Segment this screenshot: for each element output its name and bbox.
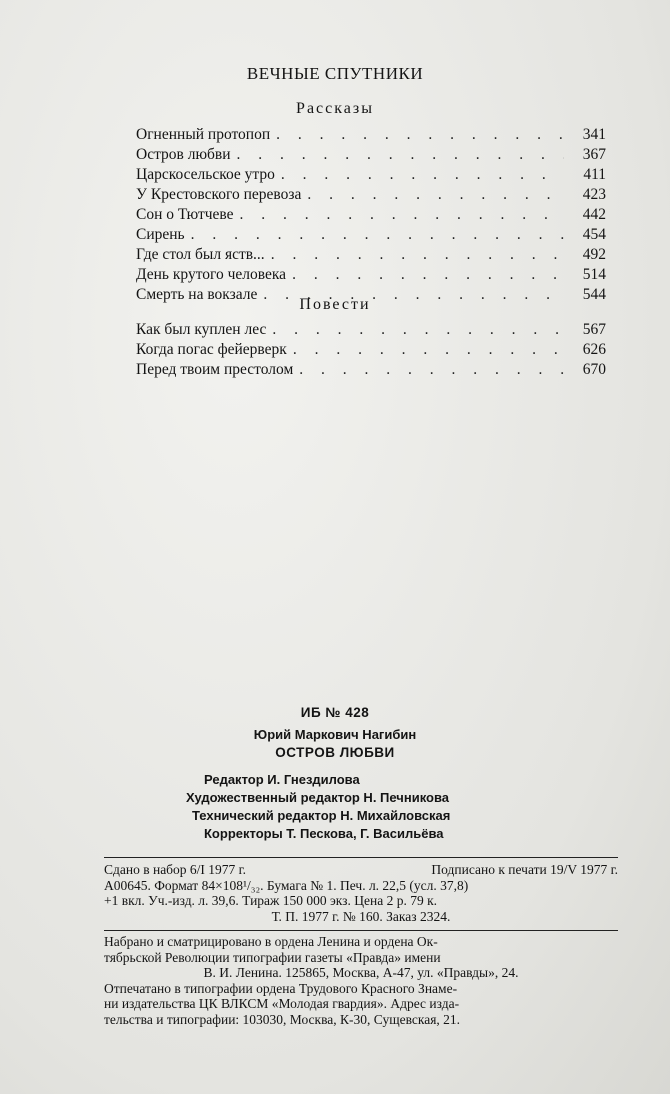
- toc-entry-title: Как был куплен лес: [136, 321, 267, 338]
- series-title: ВЕЧНЫЕ СПУТНИКИ: [246, 64, 424, 83]
- staff-line: Технический редактор Н. Михайловская: [192, 808, 451, 823]
- toc-entry-page: 454: [582, 226, 606, 243]
- printer-line: Отпечатано в типографии ордена Трудового Красного Знаме-: [104, 980, 458, 996]
- toc-entry-title: У Крестовского перевоза: [136, 186, 302, 203]
- toc-leader-dots: [281, 165, 564, 185]
- toc-entry-page: 423: [582, 186, 606, 203]
- toc-entry-title: Остров любви: [136, 146, 231, 163]
- toc-leader-dots: [271, 245, 564, 265]
- staff-credits: [186, 771, 606, 843]
- printer-line: В. И. Ленина. 125865, Москва, А-47, ул. «Правды», 24.: [203, 965, 519, 980]
- toc-entry-title: Смерть на вокзале: [136, 286, 258, 303]
- print-line: [104, 862, 618, 878]
- staff-line: Художественный редактор Н. Печникова: [186, 790, 450, 805]
- ib-number: ИБ № 428: [300, 705, 370, 720]
- toc-leader-dots: [191, 225, 564, 245]
- toc-entry-page: 367: [582, 146, 606, 163]
- toc-entry: [136, 225, 606, 245]
- toc-entry: [136, 145, 606, 165]
- toc-entry: [136, 205, 606, 225]
- print-line: [104, 878, 618, 894]
- book-title: ОСТРОВ ЛЮБВИ: [275, 745, 395, 760]
- printer-line: Набрано и сматрицировано в ордена Ленина и ордена Ок-: [104, 934, 438, 949]
- toc-entry-title: Огненный протопоп: [136, 126, 271, 143]
- author-name: Юрий Маркович Нагибин: [253, 727, 417, 742]
- toc-leader-dots: [292, 265, 564, 285]
- toc-entry: [136, 125, 606, 145]
- toc-novellas: [136, 320, 606, 380]
- printer-line: ни издательства ЦК ВЛКСМ «Молодая гвардия». Адрес изда-: [104, 996, 460, 1011]
- toc-entry-page: 567: [582, 321, 606, 338]
- toc-stories: [136, 125, 606, 305]
- toc-entry-title: День крутого человека: [136, 266, 287, 283]
- toc-entry-page: 341: [582, 126, 606, 143]
- toc-entry-title: Где стол был яств...: [136, 246, 265, 263]
- toc-entry-page: 442: [582, 206, 606, 223]
- toc-entry-title: Перед твоим престолом: [136, 361, 294, 378]
- toc-entry-page: 626: [582, 341, 606, 358]
- toc-entry-page: 492: [582, 246, 606, 263]
- section-heading-stories: Рассказы: [296, 100, 374, 117]
- toc-leader-dots: [299, 360, 564, 380]
- printer-line: тябрьской Революции типографии газеты «Правда» имени: [104, 949, 441, 965]
- divider-rule: [104, 857, 618, 858]
- divider-rule: [104, 930, 618, 931]
- toc-entry: [136, 185, 606, 205]
- toc-entry-page: 544: [582, 286, 606, 303]
- staff-line: Редактор И. Гнездилова: [204, 772, 360, 787]
- print-line: [104, 893, 618, 909]
- toc-leader-dots: [293, 340, 564, 360]
- toc-entry-page: 411: [583, 166, 606, 183]
- toc-leader-dots: [272, 320, 564, 340]
- print-line-text: Т. П. 1977 г. № 160. Заказ 2324.: [271, 908, 451, 924]
- print-line-right: Подписано к печати 19/V 1977 г.: [431, 862, 618, 877]
- toc-entry: [136, 245, 606, 265]
- toc-leader-dots: [240, 205, 564, 225]
- toc-leader-dots: [307, 185, 564, 205]
- toc-entry-page: 670: [582, 361, 606, 378]
- print-line-left: Сдано в набор 6/I 1977 г.: [104, 862, 247, 877]
- toc-entry: [136, 265, 606, 285]
- toc-leader-dots: [237, 145, 564, 165]
- toc-entry: [136, 340, 606, 360]
- print-line: [104, 909, 618, 925]
- printer-details: [104, 934, 618, 1027]
- section-heading-novellas: Повести: [299, 296, 371, 313]
- toc-entry-title: Сирень: [136, 226, 185, 243]
- toc-entry: [136, 320, 606, 340]
- printer-line: тельства и типографии: 103030, Москва, К-30, Сущевская, 21.: [104, 1011, 461, 1027]
- toc-entry: [136, 165, 606, 185]
- toc-entry-page: 514: [582, 266, 606, 283]
- toc-entry-title: Сон о Тютчеве: [136, 206, 234, 223]
- toc-leader-dots: [276, 125, 564, 145]
- print-line-text: А00645. Формат 84×108¹/₃₂. Бумага № 1. Печ. л. 22,5 (усл. 37,8): [104, 877, 469, 893]
- toc-entry-title: Царскосельское утро: [136, 166, 275, 183]
- print-details: [104, 862, 618, 924]
- toc-entry-title: Когда погас фейерверк: [136, 341, 287, 358]
- staff-line: Корректоры Т. Пескова, Г. Васильёва: [204, 826, 444, 841]
- print-line-text: +1 вкл. Уч.-изд. л. 39,6. Тираж 150 000 экз. Цена 2 р. 79 к.: [104, 893, 438, 908]
- toc-entry: [136, 360, 606, 380]
